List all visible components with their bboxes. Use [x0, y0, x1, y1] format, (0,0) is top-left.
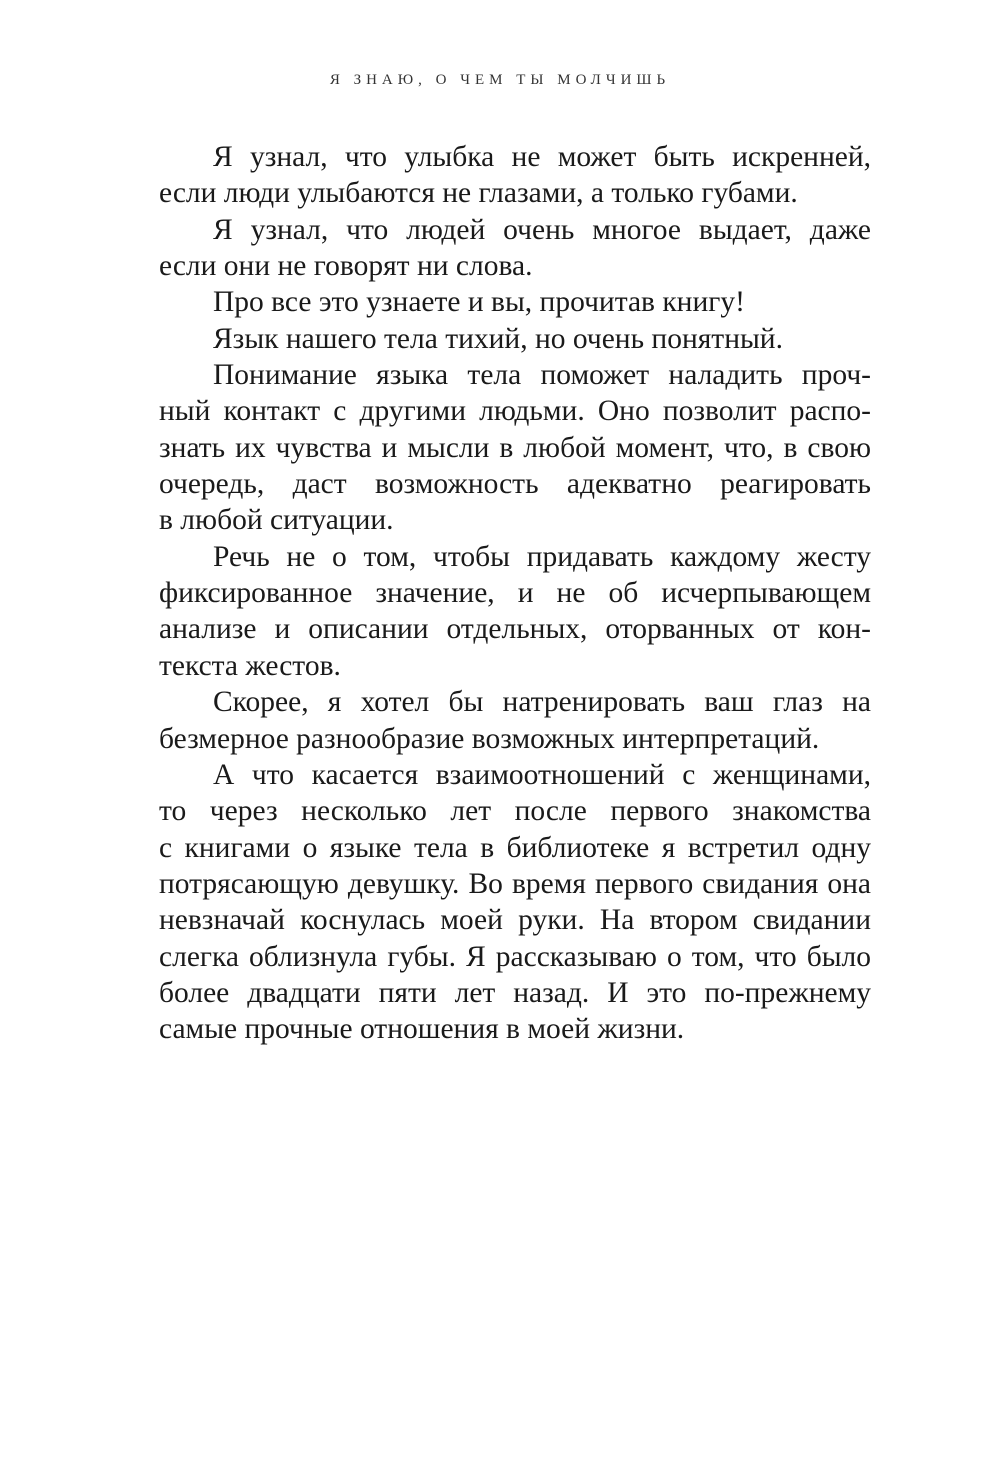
paragraph	[159, 212, 871, 285]
text-line: Речь не о том, чтобы придавать каждому жесту	[213, 540, 871, 573]
text-line: потрясающую девушку. Во время первого свидания она	[159, 867, 871, 900]
text-line: очередь, даст возможность адекватно реагировать	[159, 468, 871, 501]
text-line: если они не говорят ни слова.	[159, 250, 533, 283]
paragraph	[159, 284, 871, 320]
running-header: Я ЗНАЮ, О ЧЕМ ТЫ МОЛЧИШЬ	[329, 72, 671, 88]
text-line: с книгами о языке тела в библиотеке я встретил одну	[159, 831, 871, 864]
text-line: если люди улыбаются не глазами, а только губами.	[159, 177, 798, 210]
paragraph	[159, 757, 871, 1048]
text-line: невзначай коснулась моей руки. На втором свидании	[159, 904, 871, 937]
paragraph	[159, 684, 871, 757]
body-text	[159, 139, 871, 1048]
text-line: Я узнал, что людей очень многое выдает, даже	[213, 213, 871, 246]
text-line: безмерное разнообразие возможных интерпретаций.	[159, 722, 820, 755]
text-line: Я узнал, что улыбка не может быть искренней,	[213, 141, 871, 173]
text-line: А что касается взаимоотношений с женщинами,	[213, 758, 871, 791]
paragraph	[159, 139, 871, 212]
text-line: знать их чувства и мысли в любой момент, что, в свою	[159, 431, 871, 464]
text-line: текста жестов.	[159, 649, 341, 682]
text-line: слегка облизнула губы. Я рассказываю о том, что было	[159, 940, 871, 973]
text-line: Понимание языка тела поможет наладить проч-	[213, 359, 871, 392]
text-line: Про все это узнаете и вы, прочитав книгу!	[213, 286, 745, 319]
paragraph	[159, 321, 871, 357]
text-line: фиксированное значение, и не об исчерпывающем	[159, 577, 871, 610]
text-line: ный контакт с другими людьми. Оно позволит распо-	[159, 395, 871, 428]
text-line: более двадцати пяти лет назад. И это по-прежнему	[159, 976, 871, 1009]
text-line: анализе и описании отдельных, оторванных от кон-	[159, 613, 871, 646]
paragraph	[159, 539, 871, 684]
text-line: Язык нашего тела тихий, но очень понятный.	[213, 322, 783, 355]
paragraph	[159, 357, 871, 539]
text-line: то через несколько лет после первого знакомства	[159, 795, 871, 828]
text-line: в любой ситуации.	[159, 504, 394, 537]
text-line: самые прочные отношения в моей жизни.	[159, 1013, 685, 1046]
text-line: Скорее, я хотел бы натренировать ваш глаз на	[213, 686, 871, 719]
